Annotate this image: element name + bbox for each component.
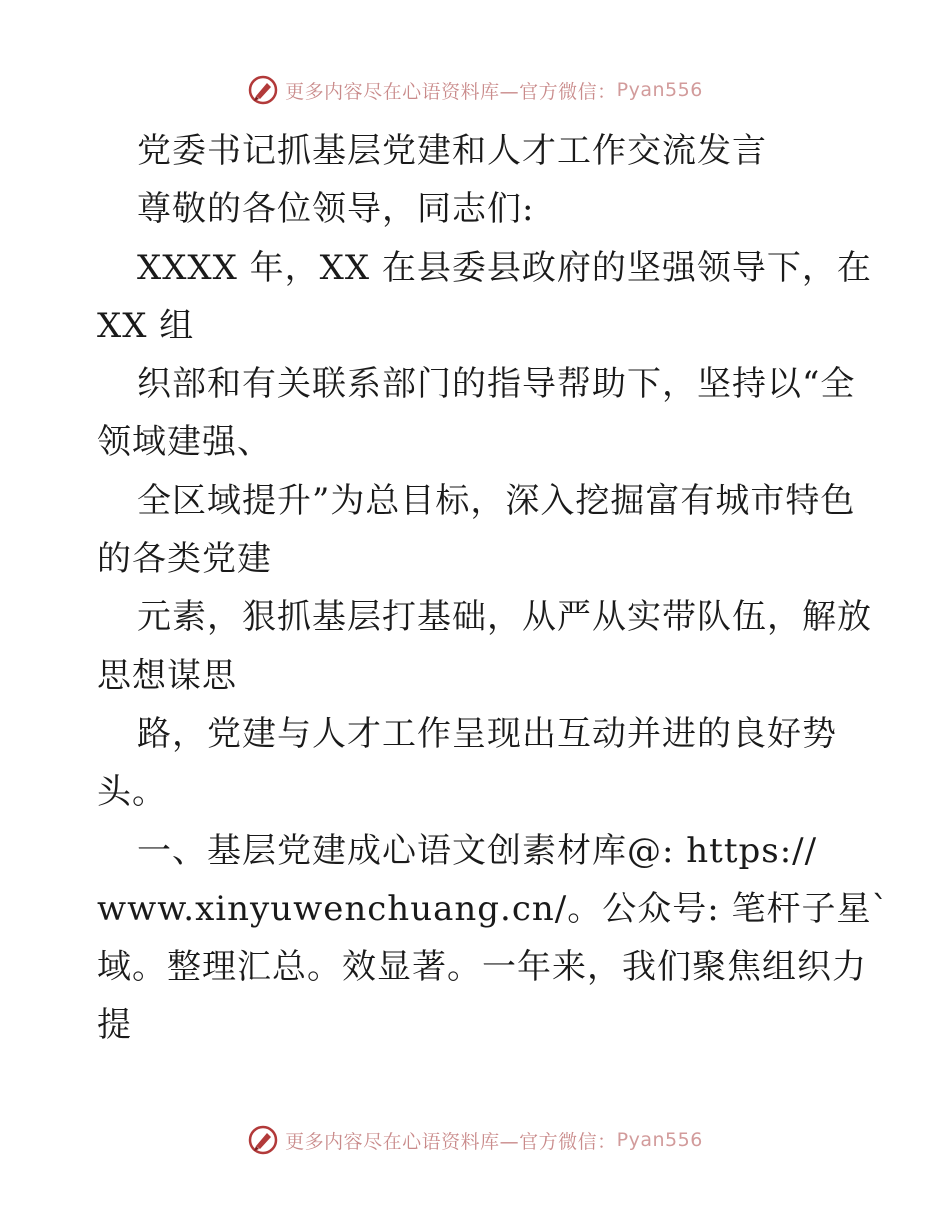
pen-logo-icon	[247, 74, 279, 106]
document-body	[97, 122, 890, 1055]
banner-text: 更多内容尽在心语资料库—官方微信：	[285, 80, 617, 103]
salutation: 尊敬的各位领导，同志们:	[137, 189, 535, 230]
footer-watermark-banner	[0, 1120, 950, 1160]
paragraph-line: 领域建强、	[97, 422, 272, 463]
paragraph-line: 思想谋思	[97, 655, 237, 696]
banner-wechat-id: Pyan556	[616, 1129, 703, 1151]
paragraph-line: 的各类党建	[97, 539, 272, 580]
paragraph-line: 织部和有关联系部门的指导帮助下，坚持以“全	[137, 364, 856, 405]
pen-logo-icon	[247, 1124, 279, 1156]
paragraph-line: www.xinyuwenchuang.cn/。公众号: 笔杆子星`	[97, 888, 890, 929]
banner-text: 更多内容尽在心语资料库—官方微信：	[285, 1130, 617, 1153]
section-heading-line: 一、基层党建成心语文创素材库@: https://	[137, 830, 818, 871]
banner-wechat-id: Pyan556	[616, 79, 703, 101]
header-watermark-banner	[0, 70, 950, 110]
paragraph-line: 头。	[97, 772, 167, 813]
paragraph-line: XXXX 年，XX 在县委县政府的坚强领导下，在	[137, 247, 872, 288]
document-title: 党委书记抓基层党建和人才工作交流发言	[137, 131, 767, 171]
paragraph-line: 路，党建与人才工作呈现出互动并进的良好势	[137, 713, 837, 754]
paragraph-line: 全区域提升”为总目标，深入挖掘富有城市特色	[137, 480, 856, 521]
paragraph-line: XX 组	[97, 305, 195, 346]
paragraph-line: 提	[97, 1005, 132, 1046]
paragraph-line: 域。整理汇总。效显著。一年来，我们聚焦组织力	[97, 947, 867, 988]
paragraph-line: 元素，狠抓基层打基础，从严从实带队伍，解放	[137, 597, 872, 638]
